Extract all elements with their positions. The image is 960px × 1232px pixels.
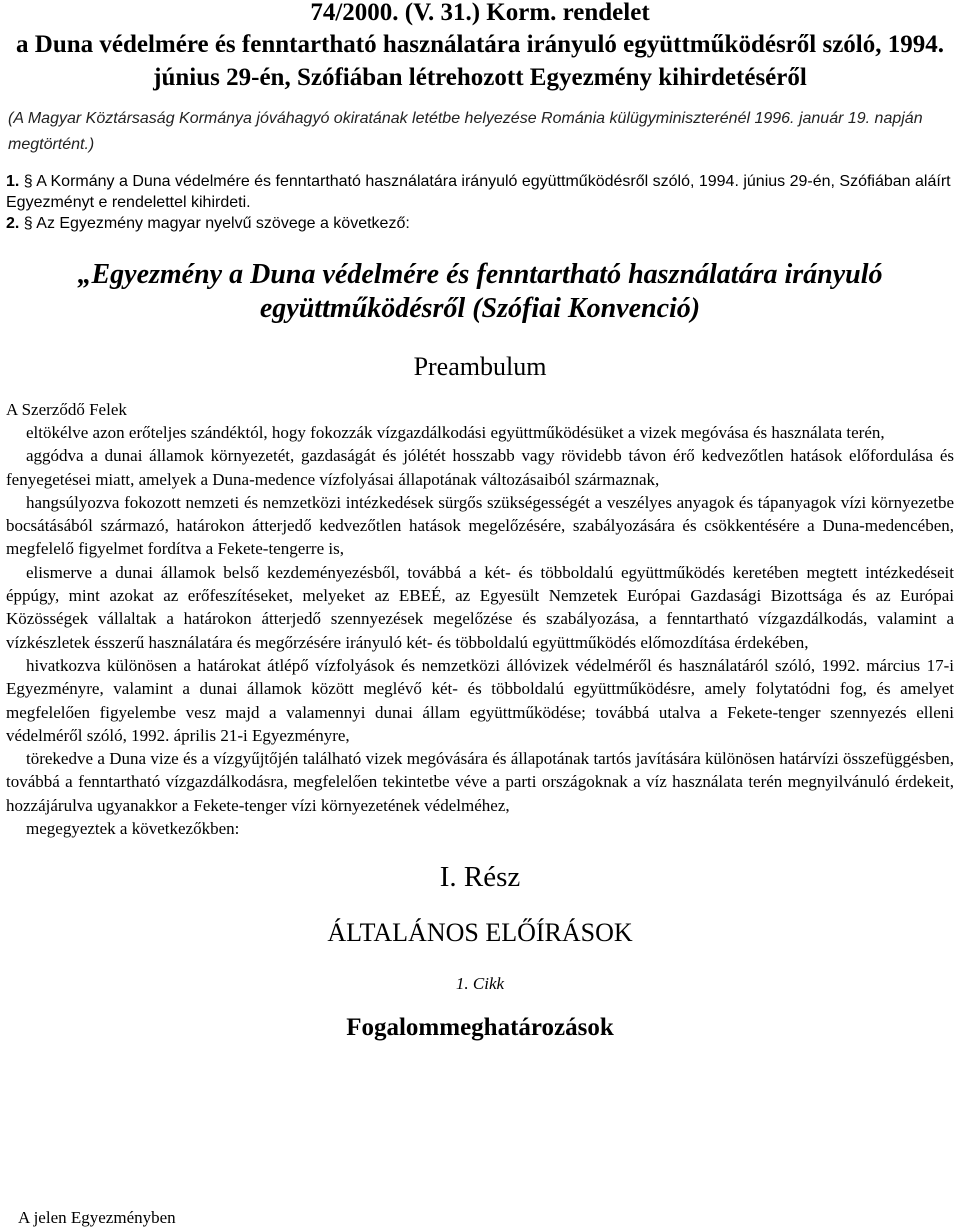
document-page — [6, 0, 954, 1043]
preamble-clause — [6, 421, 954, 444]
promulgation-note: (A Magyar Köztársaság Kormánya jóváhagyó okiratának letétbe helyezése Románia külügyminiszterénél 1996. január 19. napján megtörtént.) — [8, 110, 923, 153]
clause-text: hivatkozva különösen a határokat átlépő vízfolyások és nemzetközi állóvizek védelméről és használatáról szóló, 1992. március 17-i Egyezményre, valamint a dunai államok között meglévő két- és többoldalú együttműködésre, amely folytatódni fog, és amelyet megfelelően figyelembe vesz majd a valamennyi dunai állam együttműködése; továbbá utalva a Fekete-tenger szennyezés elleni védelméről szóló, 1992. április 21-i Egyezményre, — [6, 655, 954, 745]
clause-text: aggódva a dunai államok környezetét, gazdaságát és jólétét hosszabb vagy rövidebb távon érő kedvezőtlen hatások előfordulása és fenyegetései miatt, amelyek a Duna-medence vízfolyásai állapotának változásaiból származnak, — [6, 446, 954, 489]
law-title: 74/2000. (V. 31.) Korm. rendelet — [310, 0, 650, 26]
section-1-text: A Kormány a Duna védelmére és fenntartható használatára irányuló együttműködésről szóló, 1994. június 29-én, Szófiában aláírt Egyezményt e rendelettel kihirdeti. — [6, 173, 951, 211]
law-subtitle: a Duna védelmére és fenntartható használatára irányuló együttműködésről szóló, 1994. június 29-én, Szófiában létrehozott Egyezmény kihirdetéséről — [16, 31, 944, 91]
part-title: I. Rész — [439, 861, 521, 894]
preamble-clause — [6, 654, 954, 747]
contracting-parties: A Szerződő Felek — [6, 400, 127, 419]
preamble-heading: Preambulum — [413, 352, 547, 381]
article-title: Fogalommeghatározások — [346, 1014, 614, 1042]
preamble-clause — [6, 747, 954, 817]
preamble-clause — [6, 491, 954, 561]
section-symbol: § — [23, 215, 33, 232]
section-symbol: § — [23, 173, 33, 190]
convention-title: „Egyezmény a Duna védelmére és fenntartható használatára irányuló együttműködésről (Szófiai Konvenció) — [77, 259, 883, 324]
section-2-number: 2. — [6, 215, 20, 232]
preamble-clause — [6, 561, 954, 654]
article-number: 1. Cikk — [455, 974, 505, 994]
closing-line: megegyeztek a következőkben: — [26, 819, 240, 839]
clause-text: eltökélve azon erőteljes szándéktól, hogy fokozzák vízgazdálkodási együttműködésüket a vizek megóvása és használata terén, — [26, 423, 885, 442]
preamble-clause — [6, 444, 954, 491]
section-2 — [6, 213, 954, 234]
clause-text: törekedve a Duna vize és a vízgyűjtőjén található vizek megóvására és állapotának tartós javítására különösen határvízi összefüggésben, továbbá a fenntartható vízgazdálkodásra, megfelelően tekintetbe véve a parti országoknak a víz használata terén megnyilvánuló érdekeit, hozzájárulva ugyanakkor a Fekete-tenger vízi környezetének védelméhez, — [6, 749, 954, 815]
clause-text: elismerve a dunai államok belső kezdeményezésből, továbbá a két- és többoldalú együttműködés keretében megtett intézkedéseit éppúgy, mint azokat az erőfeszítéseket, melyeket az EBEÉ, az Egyesült Nemzetek Európai Gazdasági Bizottsága és az Európai Közösségek vállaltak a határokon átterjedő szennyezések megelőzése és szabályozása, a fenntartható vízgazdálkodás, valamint a vízkészletek ésszerű használatára és megőrzésére irányuló két- és többoldalú együttműködés előmozdítása érdekében, — [6, 562, 954, 652]
part-subtitle: ÁLTALÁNOS ELŐÍRÁSOK — [327, 918, 633, 948]
section-2-text: Az Egyezmény magyar nyelvű szövege a következő: — [36, 215, 410, 232]
section-1-number: 1. — [6, 173, 20, 190]
article-first-line: A jelen Egyezményben — [18, 1208, 176, 1227]
clause-text: hangsúlyozva fokozott nemzeti és nemzetközi intézkedések sürgős szükségességét a veszélyes anyagok és tápanyagok vízi környezetbe bocsátásából származó, határokon átterjedő kedvezőtlen hatások megelőzésére, szabályozására és csökkentésére a Duna-medencében, megfelelő figyelmet fordítva a Fekete-tengerre is, — [6, 492, 954, 559]
section-1 — [6, 171, 954, 213]
